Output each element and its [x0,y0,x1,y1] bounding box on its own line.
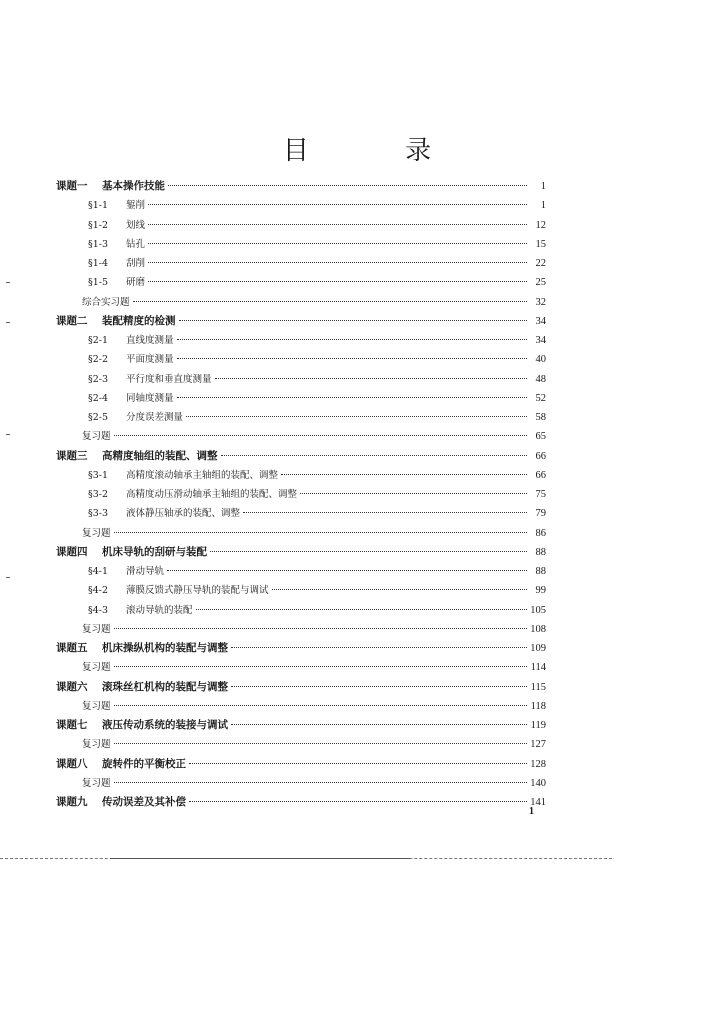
entry-number: 课题七 [56,719,88,731]
entry-page: 88 [535,546,546,558]
entry-title: 复习题 [82,662,111,674]
toc-entry-chapter [56,448,546,467]
dot-leader [148,224,527,225]
dot-leader [243,512,527,513]
entry-page: 12 [535,219,546,231]
entry-number: §1-4 [88,258,109,269]
entry-title: 液压传动系统的装接与调试 [102,719,228,731]
entry-title: 薄膜反馈式静压导轨的装配与调试 [126,585,269,597]
entry-title: 基本操作技能 [102,180,165,192]
toc-entry-section [56,390,546,409]
entry-page: 128 [530,758,546,770]
entry-page: 22 [535,258,546,269]
entry-number: 课题八 [56,757,88,770]
toc-entry-chapter [56,756,546,775]
entry-title: 复习题 [82,700,111,712]
dot-leader [231,647,527,648]
toc-entry-section [56,563,546,582]
dot-leader [114,782,527,783]
toc-entry-chapter [56,794,546,813]
dot-leader [114,666,527,667]
dot-leader [177,358,527,359]
dot-leader [177,339,527,340]
entry-title: 机床操纵机构的装配与调整 [102,642,228,654]
entry-number: §1-3 [88,238,109,250]
entry-title: 滚动导轨的装配 [126,604,193,616]
entry-number: §3-2 [88,489,109,500]
entry-title: 复习题 [82,431,111,443]
entry-page: 1 [540,200,546,212]
dot-leader [231,724,527,725]
toc-entry-section [56,236,546,255]
entry-page: 34 [535,315,546,327]
dot-leader [300,493,527,494]
entry-page: 115 [530,681,546,693]
dot-leader [231,686,527,687]
dot-leader [167,570,527,571]
entry-title: 划线 [126,219,146,231]
toc-entry-section [56,582,546,601]
entry-number: 课题六 [56,680,88,693]
entry-number: 课题五 [56,642,88,654]
entry-page: 48 [535,373,546,385]
dot-leader [272,589,527,590]
toc-entry-chapter [56,178,546,197]
entry-page: 1 [540,181,546,192]
entry-page: 40 [535,354,546,366]
entry-page: 52 [535,392,546,404]
entry-number: §3-1 [88,469,109,481]
dot-leader [168,185,527,186]
toc-entry-review [56,621,546,640]
entry-page: 114 [530,662,546,674]
toc-entry-section [56,371,546,390]
entry-title: 刮削 [126,258,146,269]
edge-mark [6,322,10,323]
toc-entry-chapter [56,640,546,659]
entry-title: 直线度测量 [126,335,174,346]
entry-number: §1-1 [88,200,109,212]
dot-leader [114,532,527,533]
toc-entry-section [56,332,546,351]
edge-mark [6,577,10,578]
entry-page: 58 [535,412,546,423]
entry-page: 66 [535,450,546,462]
entry-title: 錾削 [126,200,146,212]
entry-number: §2-4 [88,392,109,404]
entry-title: 高精度轴组的装配、调整 [102,449,218,462]
table-of-contents [56,178,546,813]
entry-page: 66 [535,469,546,481]
entry-number: 课题四 [56,545,88,558]
entry-title: 液体静压轴承的装配、调整 [126,508,241,520]
toc-entry-chapter [56,717,546,736]
entry-number: 课题九 [56,796,88,808]
entry-title: 研磨 [126,277,146,289]
dot-leader [215,378,527,379]
entry-number: §4-3 [88,604,109,616]
entry-title: 滚珠丝杠机构的装配与调整 [102,680,228,693]
entry-page: 65 [535,431,546,443]
entry-number: §2-5 [88,412,109,423]
entry-title: 钻孔 [126,238,146,250]
dot-leader [210,551,527,552]
entry-title: 复习题 [82,623,111,635]
entry-title: 综合实习题 [82,296,130,308]
entry-title: 旋转件的平衡校正 [102,757,186,770]
entry-title: 机床导轨的刮研与装配 [102,545,207,558]
toc-entry-review [56,775,546,794]
entry-page: 109 [530,643,546,654]
entry-page: 32 [535,296,546,308]
dot-leader [179,320,528,321]
entry-number: 课题三 [56,449,88,462]
entry-page: 25 [535,277,546,289]
dot-leader [114,705,527,706]
edge-mark [6,282,10,283]
toc-entry-chapter [56,679,546,698]
entry-title: 复习题 [82,527,111,539]
entry-title: 传动误差及其补偿 [102,796,186,808]
dot-leader [114,628,527,629]
dot-leader [221,455,528,456]
entry-title: 滑动导轨 [126,566,165,577]
entry-title: 复习题 [82,777,111,789]
entry-title: 复习题 [82,739,111,751]
dot-leader [148,262,527,263]
page-number: 1 [529,806,534,817]
scan-divider-solid [110,858,410,859]
dot-leader [281,474,527,475]
entry-page: 105 [530,604,546,616]
toc-entry-section [56,197,546,216]
entry-number: §2-3 [88,373,109,385]
entry-page: 141 [530,797,546,808]
dot-leader [133,301,527,302]
entry-page: 34 [535,335,546,346]
entry-title: 装配精度的检测 [102,314,176,327]
dot-leader [189,763,527,764]
dot-leader [148,204,527,205]
entry-title: 分度误差测量 [126,412,184,423]
entry-title: 同轴度测量 [126,392,174,404]
entry-title: 高精度滚动轴承主轴组的装配、调整 [126,469,279,481]
entry-title: 平面度测量 [126,354,174,366]
toc-entry-review [56,525,546,544]
entry-page: 75 [535,489,546,500]
toc-entry-section [56,351,546,370]
entry-number: §3-3 [88,508,109,520]
entry-number: 课题二 [56,314,88,327]
toc-entry-review [56,659,546,678]
entry-page: 99 [535,585,546,597]
toc-entry-section [56,486,546,505]
edge-mark [6,434,10,435]
entry-page: 140 [530,777,546,789]
entry-number: §1-2 [88,219,109,231]
toc-entry-section [56,255,546,274]
entry-page: 79 [535,508,546,520]
toc-entry-chapter [56,544,546,563]
toc-entry-review [56,736,546,755]
entry-number: §4-1 [88,566,109,577]
entry-page: 108 [530,623,546,635]
toc-entry-review [56,428,546,447]
entry-page: 127 [530,739,546,751]
dot-leader [177,397,527,398]
toc-entry-section [56,409,546,428]
entry-page: 86 [535,527,546,539]
entry-title: 高精度动压滑动轴承主轴组的装配、调整 [126,489,298,500]
entry-number: §1-5 [88,277,109,289]
dot-leader [148,243,527,244]
dot-leader [114,743,527,744]
toc-entry-section [56,602,546,621]
toc-entry-section [56,505,546,524]
dot-leader [114,435,527,436]
toc-entry-section [56,274,546,293]
toc-entry-review [56,698,546,717]
toc-entry-section [56,467,546,486]
entry-number: §2-1 [88,335,109,346]
entry-page: 15 [535,238,546,250]
entry-number: 课题一 [56,180,88,192]
dot-leader [186,416,527,417]
entry-number: §4-2 [88,585,109,597]
dot-leader [196,609,527,610]
toc-entry-chapter [56,313,546,332]
page-title: 目 录 [282,136,476,166]
toc-entry-section [56,217,546,236]
entry-page: 118 [530,700,546,712]
entry-page: 88 [535,566,546,577]
entry-number: §2-2 [88,354,109,366]
dot-leader [148,281,527,282]
toc-entry-review [56,294,546,313]
dot-leader [189,801,527,802]
entry-title: 平行度和垂直度测量 [126,373,212,385]
entry-page: 119 [530,720,546,731]
